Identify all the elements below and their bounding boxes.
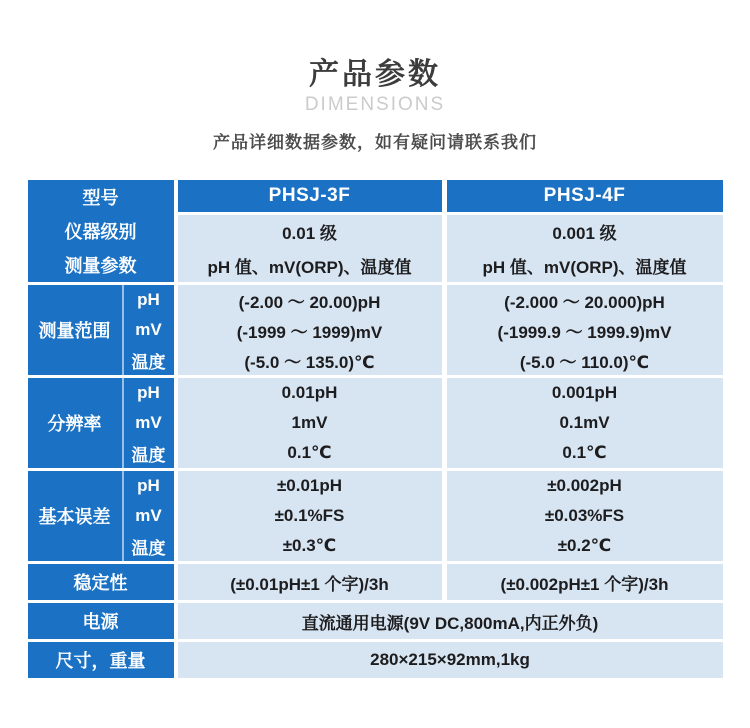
row-sublabels (122, 285, 174, 375)
corner-line-class: 仪器级别 (64, 222, 137, 242)
sublabel-ph: pH (137, 476, 160, 495)
row-resolution (28, 378, 723, 468)
class-cell-phsj-4f (447, 215, 723, 282)
value-phsj-3f: (±0.01pH±1 个字)/3h (178, 564, 442, 600)
value-mv: 1mV (291, 413, 328, 432)
row-size-weight (28, 642, 723, 678)
value-mv: (-1999 ～ 1999)mV (236, 322, 383, 342)
row-power-supply (28, 603, 723, 639)
page-description: 产品详细数据参数，如有疑问请联系我们 (213, 133, 537, 152)
model-header-phsj-3f: PHSJ-3F (178, 180, 442, 212)
value-temp: (-5.0 ～ 110.0)℃ (519, 352, 650, 372)
sublabel-mv: mV (135, 506, 162, 525)
sublabel-mv: mV (135, 320, 162, 339)
value-ph: (-2.000 ～ 20.000)pH (504, 292, 665, 312)
value-temp: (-5.0 ～ 135.0)℃ (244, 352, 375, 372)
row-measuring-range (28, 285, 723, 375)
model-header-phsj-4f: PHSJ-4F (447, 180, 723, 212)
row-label: 电源 (28, 603, 174, 639)
value-mv: 0.1mV (559, 413, 610, 432)
column-phsj-3f (178, 180, 442, 282)
class-value: 0.01 级 (282, 224, 337, 244)
sublabel-temp: 温度 (131, 445, 166, 465)
row-label: 基本误差 (28, 471, 122, 561)
corner-line-params: 测量参数 (64, 256, 137, 276)
row-value: 直流通用电源(9V DC,800mA,内正外负) (178, 603, 723, 639)
values-phsj-4f (447, 378, 723, 468)
row-label: 测量范围 (28, 285, 122, 375)
sublabel-ph: pH (137, 383, 160, 402)
sublabel-mv: mV (135, 413, 162, 432)
value-ph: ±0.01pH (276, 476, 343, 495)
row-basic-error (28, 471, 723, 561)
value-ph: (-2.00 ～ 20.00)pH (238, 292, 381, 312)
page-subtitle: DIMENSIONS (304, 94, 446, 115)
row-label: 分辨率 (28, 378, 122, 468)
class-value: 0.001 级 (552, 224, 617, 244)
page-title: 产品参数 (309, 58, 441, 91)
value-temp: ±0.3℃ (282, 536, 337, 555)
values-phsj-4f (447, 285, 723, 375)
value-temp: ±0.2℃ (557, 536, 612, 555)
value-ph: ±0.002pH (547, 476, 622, 495)
params-value: pH 值、mV(ORP)、温度值 (207, 257, 412, 277)
value-mv: ±0.03%FS (544, 506, 625, 525)
value-ph: 0.01pH (281, 383, 338, 402)
value-ph: 0.001pH (551, 383, 618, 402)
spec-table (28, 180, 723, 678)
page-header (0, 0, 750, 154)
row-label: 尺寸，重量 (28, 642, 174, 678)
value-phsj-4f: (±0.002pH±1 个字)/3h (447, 564, 723, 600)
value-temp: 0.1℃ (562, 443, 607, 462)
row-stability (28, 564, 723, 600)
values-phsj-3f (178, 285, 442, 375)
row-sublabels (122, 471, 174, 561)
corner-cell (28, 180, 174, 282)
value-mv: ±0.1%FS (274, 506, 345, 525)
values-phsj-4f (447, 471, 723, 561)
values-phsj-3f (178, 378, 442, 468)
sublabel-ph: pH (137, 290, 160, 309)
row-value: 280×215×92mm,1kg (178, 642, 723, 678)
corner-line-model: 型号 (82, 188, 119, 208)
value-mv: (-1999.9 ～ 1999.9)mV (497, 322, 672, 342)
sublabel-temp: 温度 (131, 352, 166, 372)
value-temp: 0.1℃ (287, 443, 332, 462)
params-value: pH 值、mV(ORP)、温度值 (482, 257, 687, 277)
row-label: 稳定性 (28, 564, 174, 600)
row-sublabels (122, 378, 174, 468)
table-header-band (28, 180, 723, 282)
values-phsj-3f (178, 471, 442, 561)
column-phsj-4f (447, 180, 723, 282)
class-cell-phsj-3f (178, 215, 442, 282)
sublabel-temp: 温度 (131, 538, 166, 558)
